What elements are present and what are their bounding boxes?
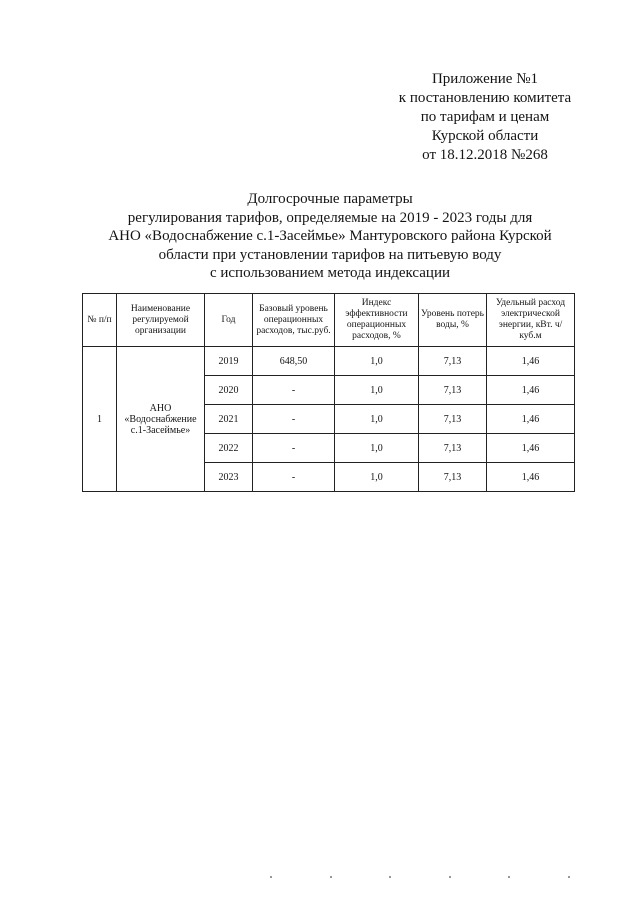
parameters-table — [82, 293, 575, 492]
header-num: № п/п — [83, 294, 117, 347]
title-line: с использованием метода индексации — [209, 265, 451, 281]
cell-loss: 7,13 — [419, 405, 487, 434]
cell-energy: 1,46 — [487, 347, 575, 376]
cell-year: 2020 — [205, 376, 253, 405]
cell-base: - — [253, 434, 335, 463]
table-header-row — [83, 294, 575, 347]
cell-eff: 1,0 — [335, 405, 419, 434]
cell-energy: 1,46 — [487, 463, 575, 492]
cell-energy: 1,46 — [487, 434, 575, 463]
cell-base: 648,50 — [253, 347, 335, 376]
cell-loss: 7,13 — [419, 347, 487, 376]
header-energy: Удельный расход электрической энергии, кВт. ч/куб.м — [487, 294, 575, 347]
appendix-line: Приложение №1 — [431, 71, 539, 87]
header-eff: Индекс эффективности операционных расходов, % — [335, 294, 419, 347]
cell-year: 2019 — [205, 347, 253, 376]
header-year: Год — [205, 294, 253, 347]
cell-year: 2021 — [205, 405, 253, 434]
cell-energy: 1,46 — [487, 376, 575, 405]
cell-loss: 7,13 — [419, 376, 487, 405]
title-line: области при установлении тарифов на питьевую воду — [158, 246, 502, 263]
table-row — [83, 347, 575, 376]
cell-year: 2023 — [205, 463, 253, 492]
cell-loss: 7,13 — [419, 434, 487, 463]
cell-energy: 1,46 — [487, 405, 575, 434]
cell-base: - — [253, 376, 335, 405]
title-line: регулирования тарифов, определяемые на 2019 - 2023 годы для — [127, 209, 533, 226]
cell-eff: 1,0 — [335, 347, 419, 376]
cell-eff: 1,0 — [335, 463, 419, 492]
header-base: Базовый уровень операционных расходов, тыс.руб. — [253, 294, 335, 347]
appendix-line: к постановлению комитета — [398, 90, 572, 106]
title-line: Долгосрочные параметры — [247, 191, 413, 207]
cell-year: 2022 — [205, 434, 253, 463]
header-org: Наименование регулируемой организации — [117, 294, 205, 347]
document-title — [60, 190, 600, 283]
appendix-line: Курской области — [431, 128, 539, 144]
organization-name: АНО «Водоснабжение с.1-Засеймье» — [117, 347, 205, 492]
appendix-block — [370, 70, 600, 165]
cell-eff: 1,0 — [335, 376, 419, 405]
appendix-line: от 18.12.2018 №268 — [422, 147, 548, 163]
appendix-line: по тарифам и ценам — [420, 109, 550, 125]
cell-loss: 7,13 — [419, 463, 487, 492]
cell-eff: 1,0 — [335, 434, 419, 463]
scan-artifact — [270, 876, 570, 880]
header-loss: Уровень потерь воды, % — [419, 294, 487, 347]
cell-base: - — [253, 463, 335, 492]
title-line: АНО «Водоснабжение с.1-Засеймье» Мантуровского района Курской — [108, 228, 552, 244]
row-number: 1 — [83, 347, 117, 492]
cell-base: - — [253, 405, 335, 434]
